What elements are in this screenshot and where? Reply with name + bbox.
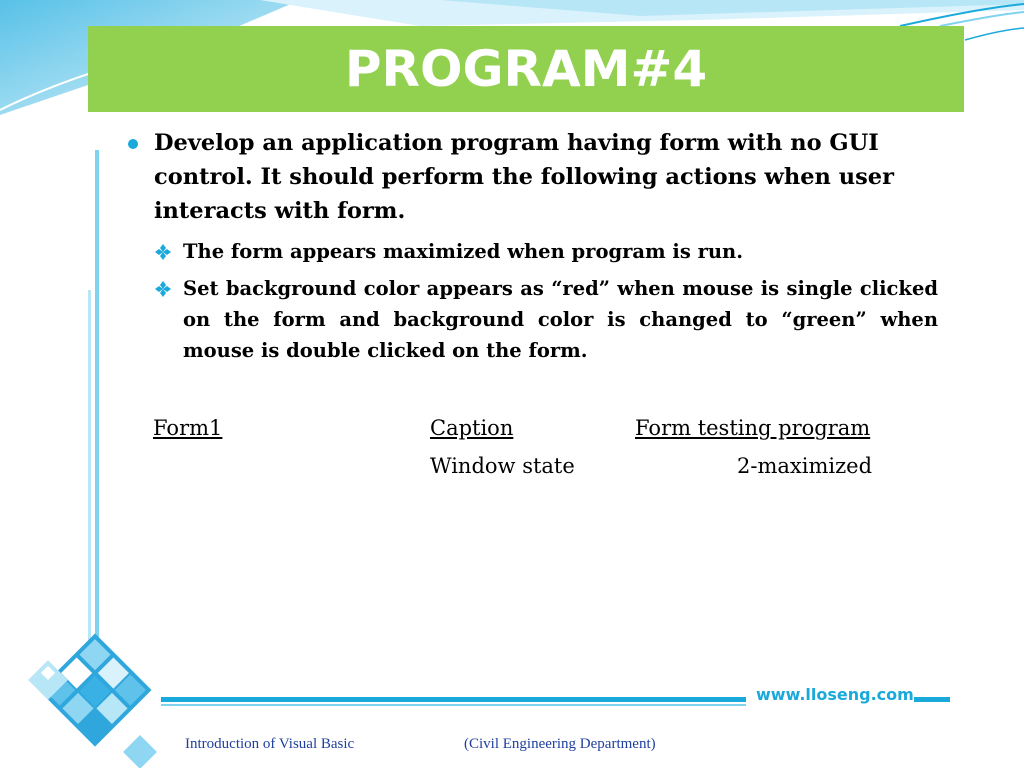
sub-bullet-list (154, 236, 938, 366)
footer-url: www.lloseng.com (756, 685, 914, 704)
footer-line-thin (161, 704, 746, 706)
sub-bullet-1 (154, 236, 938, 267)
footer-right-text: (Civil Engineering Department) (464, 736, 656, 752)
sub-bullet-1-text: The form appears maximized when program is run. (183, 240, 744, 263)
property-value-windowstate: 2-maximized (737, 454, 873, 478)
diamond-bullet-icon (154, 243, 172, 261)
title-bar (88, 26, 964, 112)
main-bullet-text: Develop an application program having form with no GUI control. It should perform the following actions when user interacts with form. (154, 130, 894, 224)
main-bullet (128, 126, 938, 228)
sub-bullet-2 (154, 273, 938, 366)
property-value-caption: Form testing program (635, 416, 871, 440)
diamond-bullet-icon (154, 280, 172, 298)
bullet-dot-icon (128, 139, 138, 149)
footer-line (161, 697, 746, 702)
slide-content (128, 126, 938, 372)
slide-title: PROGRAM#4 (344, 40, 708, 98)
property-name-windowstate: Window state (430, 454, 575, 478)
property-object: Form1 (153, 416, 223, 440)
property-name-caption: Caption (430, 416, 514, 440)
footer-left-text: Introduction of Visual Basic (185, 736, 355, 752)
footer-line-short (914, 697, 950, 702)
sub-bullet-2-text: Set background color appears as “red” when mouse is single clicked on the form and background color is changed to “green” when mouse is double clicked on the form. (183, 277, 938, 362)
